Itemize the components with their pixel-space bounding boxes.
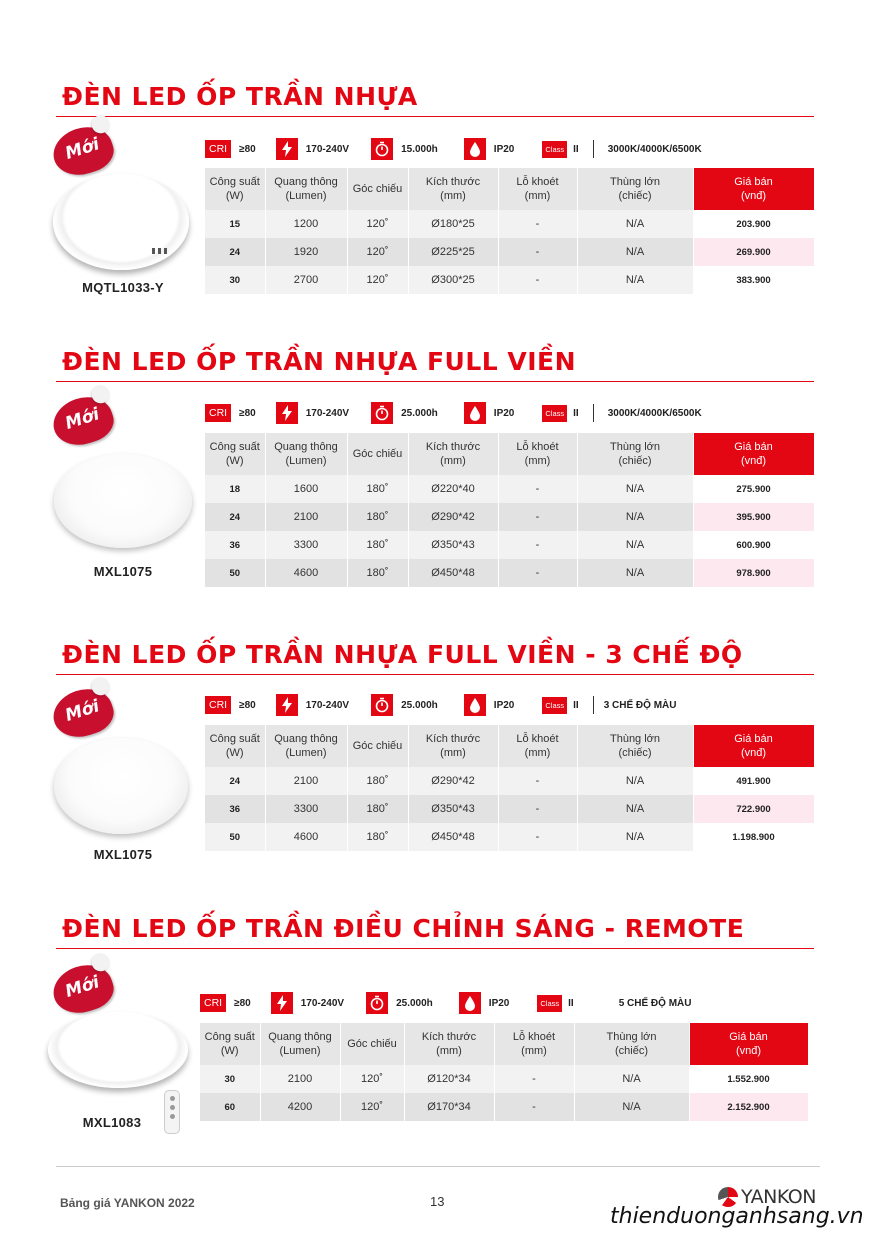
section-divider <box>56 381 814 382</box>
cell-price: 383.900 <box>693 266 814 294</box>
voltage-value: 170-240V <box>300 997 345 1009</box>
voltage-value: 170-240V <box>305 143 350 155</box>
lifetime-value: 25.000h <box>396 997 433 1009</box>
footer-divider <box>56 1166 820 1167</box>
new-badge: Mới <box>47 390 118 452</box>
spec-separator <box>593 140 594 158</box>
spec-separator <box>593 696 594 714</box>
cell-box: N/A <box>577 475 693 503</box>
voltage-value: 170-240V <box>305 407 350 419</box>
spec-strip-2 <box>205 402 702 424</box>
cell-cutout: - <box>498 503 577 531</box>
class-icon: Class <box>542 141 567 158</box>
cell-box: N/A <box>577 559 693 587</box>
cell-angle: 120˚ <box>340 1065 404 1093</box>
cell-cutout: - <box>498 823 577 851</box>
cell-price: 978.900 <box>693 559 814 587</box>
cell-price: 395.900 <box>693 503 814 531</box>
cri-icon: CRI <box>200 994 226 1012</box>
model-name: MXL1075 <box>93 847 153 862</box>
table-row <box>200 1065 808 1093</box>
header-lumen: Quang thông (Lumen) <box>265 725 347 767</box>
header-size: Kích thước (mm) <box>408 168 498 210</box>
cell-lumen: 2100 <box>265 503 347 531</box>
cell-cutout: - <box>494 1065 574 1093</box>
cri-value: ≥80 <box>234 997 251 1009</box>
header-angle: Góc chiếu <box>347 433 408 475</box>
model-name: MXL1075 <box>93 564 153 579</box>
cell-price: 600.900 <box>693 531 814 559</box>
cell-size: Ø120*34 <box>404 1065 494 1093</box>
class-value: II <box>573 407 579 419</box>
cell-cutout: - <box>498 266 577 294</box>
cell-size: Ø170*34 <box>404 1093 494 1121</box>
cell-size: Ø225*25 <box>408 238 498 266</box>
cell-cutout: - <box>498 795 577 823</box>
ceiling-lamp-image <box>54 454 192 548</box>
color-mode-value: 3 CHẾ ĐỘ MÀU <box>603 699 677 711</box>
cell-box: N/A <box>577 795 693 823</box>
water-drop-icon <box>464 694 486 716</box>
timer-icon <box>366 992 388 1014</box>
cell-angle: 180˚ <box>347 503 408 531</box>
cell-angle: 180˚ <box>347 475 408 503</box>
cell-size: Ø450*48 <box>408 823 498 851</box>
new-badge: Mới <box>47 120 118 182</box>
cell-power: 36 <box>205 531 265 559</box>
cri-icon: CRI <box>205 696 231 714</box>
class-icon: Class <box>537 995 562 1012</box>
class-value: II <box>568 997 574 1009</box>
water-drop-icon <box>459 992 481 1014</box>
cell-lumen: 1200 <box>265 210 347 238</box>
table-row <box>205 559 814 587</box>
table-row <box>205 266 814 294</box>
timer-icon <box>371 402 393 424</box>
brand-name: YANKON <box>741 1186 816 1208</box>
product-image-4 <box>48 966 198 1136</box>
cell-size: Ø300*25 <box>408 266 498 294</box>
cell-box: N/A <box>574 1093 689 1121</box>
cell-cutout: - <box>494 1093 574 1121</box>
section-divider <box>56 674 814 675</box>
cell-power: 50 <box>205 559 265 587</box>
cell-lumen: 1600 <box>265 475 347 503</box>
spec-separator <box>593 404 594 422</box>
ceiling-lamp-image <box>53 174 189 270</box>
header-lumen: Quang thông (Lumen) <box>265 168 347 210</box>
section-title: ĐÈN LED ỐP TRẦN NHỰA <box>62 82 418 111</box>
cell-lumen: 3300 <box>265 795 347 823</box>
header-box: Thùng lớn (chiếc) <box>577 725 693 767</box>
lightning-icon <box>276 694 298 716</box>
header-angle: Góc chiếu <box>347 168 408 210</box>
cell-price: 722.900 <box>693 795 814 823</box>
spec-strip-4 <box>200 992 692 1014</box>
ceiling-lamp-image <box>48 1012 188 1088</box>
class-icon: Class <box>542 405 567 422</box>
cell-angle: 180˚ <box>347 823 408 851</box>
cell-lumen: 2100 <box>260 1065 340 1093</box>
watermark: thienduonganhsang.vn <box>610 1204 864 1229</box>
cell-box: N/A <box>577 210 693 238</box>
cri-value: ≥80 <box>239 143 256 155</box>
class-value: II <box>573 143 579 155</box>
new-badge: Mới <box>47 682 118 744</box>
cell-lumen: 4600 <box>265 559 347 587</box>
section-title: ĐÈN LED ỐP TRẦN NHỰA FULL VIỀN <box>62 347 577 376</box>
cri-icon: CRI <box>205 404 231 422</box>
product-image-3 <box>48 690 198 865</box>
header-angle: Góc chiếu <box>340 1023 404 1065</box>
cell-angle: 120˚ <box>347 266 408 294</box>
cell-box: N/A <box>577 823 693 851</box>
lifetime-value: 25.000h <box>401 699 438 711</box>
cell-lumen: 2100 <box>265 767 347 795</box>
lifetime-value: 25.000h <box>401 407 438 419</box>
cell-angle: 120˚ <box>347 238 408 266</box>
model-name: MXL1083 <box>82 1115 142 1130</box>
cell-size: Ø450*48 <box>408 559 498 587</box>
footer-title: Bảng giá YANKON 2022 <box>60 1196 195 1210</box>
cell-power: 24 <box>205 503 265 531</box>
table-row <box>205 795 814 823</box>
cell-size: Ø290*42 <box>408 503 498 531</box>
header-lumen: Quang thông (Lumen) <box>265 433 347 475</box>
cell-price: 203.900 <box>693 210 814 238</box>
cell-cutout: - <box>498 559 577 587</box>
cell-size: Ø290*42 <box>408 767 498 795</box>
spec-table-3 <box>205 725 815 851</box>
header-box: Thùng lớn (chiếc) <box>574 1023 689 1065</box>
header-power: Công suất (W) <box>205 433 265 475</box>
ip-value: IP20 <box>493 699 515 711</box>
cell-price: 269.900 <box>693 238 814 266</box>
cell-size: Ø220*40 <box>408 475 498 503</box>
header-price: Giá bán (vnđ) <box>693 168 814 210</box>
cell-box: N/A <box>577 238 693 266</box>
cell-cutout: - <box>498 531 577 559</box>
spec-separator <box>588 994 589 1012</box>
header-power: Công suất (W) <box>205 168 265 210</box>
cri-value: ≥80 <box>239 699 256 711</box>
cell-lumen: 1920 <box>265 238 347 266</box>
header-cutout: Lỗ khoét (mm) <box>498 433 577 475</box>
water-drop-icon <box>464 138 486 160</box>
cell-size: Ø350*43 <box>408 795 498 823</box>
product-image-2 <box>48 398 198 588</box>
cell-power: 15 <box>205 210 265 238</box>
lifetime-value: 15.000h <box>401 143 438 155</box>
cell-angle: 180˚ <box>347 767 408 795</box>
lightning-icon <box>276 138 298 160</box>
cell-box: N/A <box>577 531 693 559</box>
color-mode-value: 5 CHẾ ĐỘ MÀU <box>618 997 692 1009</box>
cell-price: 1.198.900 <box>693 823 814 851</box>
cell-angle: 120˚ <box>340 1093 404 1121</box>
color-temp-value: 3000K/4000K/6500K <box>607 143 702 155</box>
header-lumen: Quang thông (Lumen) <box>260 1023 340 1065</box>
cell-power: 36 <box>205 795 265 823</box>
cell-size: Ø350*43 <box>408 531 498 559</box>
header-price: Giá bán (vnđ) <box>693 433 814 475</box>
cell-box: N/A <box>574 1065 689 1093</box>
header-power: Công suất (W) <box>200 1023 260 1065</box>
cri-value: ≥80 <box>239 407 256 419</box>
header-cutout: Lỗ khoét (mm) <box>498 725 577 767</box>
cell-price: 491.900 <box>693 767 814 795</box>
spec-table-2 <box>205 433 815 587</box>
color-temp-value: 3000K/4000K/6500K <box>607 407 702 419</box>
cell-lumen: 4600 <box>265 823 347 851</box>
spec-table-4 <box>200 1023 809 1121</box>
ip-value: IP20 <box>488 997 510 1009</box>
header-cutout: Lỗ khoét (mm) <box>498 168 577 210</box>
cell-box: N/A <box>577 767 693 795</box>
section-divider <box>56 948 814 949</box>
table-row <box>205 210 814 238</box>
class-icon: Class <box>542 697 567 714</box>
cell-power: 60 <box>200 1093 260 1121</box>
cell-cutout: - <box>498 767 577 795</box>
table-row <box>200 1093 808 1121</box>
header-size: Kích thước (mm) <box>408 725 498 767</box>
cell-cutout: - <box>498 210 577 238</box>
timer-icon <box>371 694 393 716</box>
cell-power: 24 <box>205 767 265 795</box>
cell-cutout: - <box>498 238 577 266</box>
ip-value: IP20 <box>493 407 515 419</box>
cell-price: 1.552.900 <box>689 1065 808 1093</box>
cell-lumen: 3300 <box>265 531 347 559</box>
section-title: ĐÈN LED ỐP TRẦN ĐIỀU CHỈNH SÁNG - REMOTE <box>62 914 745 943</box>
lamp-side-ports <box>152 248 167 254</box>
cri-icon: CRI <box>205 140 231 158</box>
cell-lumen: 2700 <box>265 266 347 294</box>
cell-price: 275.900 <box>693 475 814 503</box>
page-number: 13 <box>430 1194 445 1209</box>
header-cutout: Lỗ khoét (mm) <box>494 1023 574 1065</box>
header-size: Kích thước (mm) <box>408 433 498 475</box>
cell-lumen: 4200 <box>260 1093 340 1121</box>
header-price: Giá bán (vnđ) <box>689 1023 808 1065</box>
cell-cutout: - <box>498 475 577 503</box>
model-name: MQTL1033-Y <box>82 280 164 295</box>
class-value: II <box>573 699 579 711</box>
header-box: Thùng lớn (chiếc) <box>577 168 693 210</box>
ip-value: IP20 <box>493 143 515 155</box>
cell-size: Ø180*25 <box>408 210 498 238</box>
cell-power: 30 <box>200 1065 260 1093</box>
table-row <box>205 767 814 795</box>
header-angle: Góc chiếu <box>347 725 408 767</box>
header-box: Thùng lớn (chiếc) <box>577 433 693 475</box>
cell-power: 24 <box>205 238 265 266</box>
cell-angle: 180˚ <box>347 795 408 823</box>
cell-angle: 180˚ <box>347 559 408 587</box>
cell-angle: 180˚ <box>347 531 408 559</box>
cell-price: 2.152.900 <box>689 1093 808 1121</box>
lightning-icon <box>276 402 298 424</box>
header-power: Công suất (W) <box>205 725 265 767</box>
lightning-icon <box>271 992 293 1014</box>
cell-box: N/A <box>577 266 693 294</box>
table-row <box>205 475 814 503</box>
ceiling-lamp-image <box>54 738 188 834</box>
cell-power: 18 <box>205 475 265 503</box>
spec-strip-3 <box>205 694 677 716</box>
spec-table-1 <box>205 168 815 294</box>
header-price: Giá bán (vnđ) <box>693 725 814 767</box>
spec-strip-1 <box>205 138 702 160</box>
header-size: Kích thước (mm) <box>404 1023 494 1065</box>
water-drop-icon <box>464 402 486 424</box>
table-row <box>205 238 814 266</box>
section-title: ĐÈN LED ỐP TRẦN NHỰA FULL VIỀN - 3 CHẾ ĐỘ <box>62 640 743 669</box>
table-row <box>205 823 814 851</box>
timer-icon <box>371 138 393 160</box>
section-divider <box>56 116 814 117</box>
product-image-1 <box>48 128 198 298</box>
table-row <box>205 531 814 559</box>
table-row <box>205 503 814 531</box>
voltage-value: 170-240V <box>305 699 350 711</box>
cell-power: 50 <box>205 823 265 851</box>
cell-angle: 120˚ <box>347 210 408 238</box>
new-badge: Mới <box>47 958 118 1020</box>
cell-power: 30 <box>205 266 265 294</box>
cell-box: N/A <box>577 503 693 531</box>
